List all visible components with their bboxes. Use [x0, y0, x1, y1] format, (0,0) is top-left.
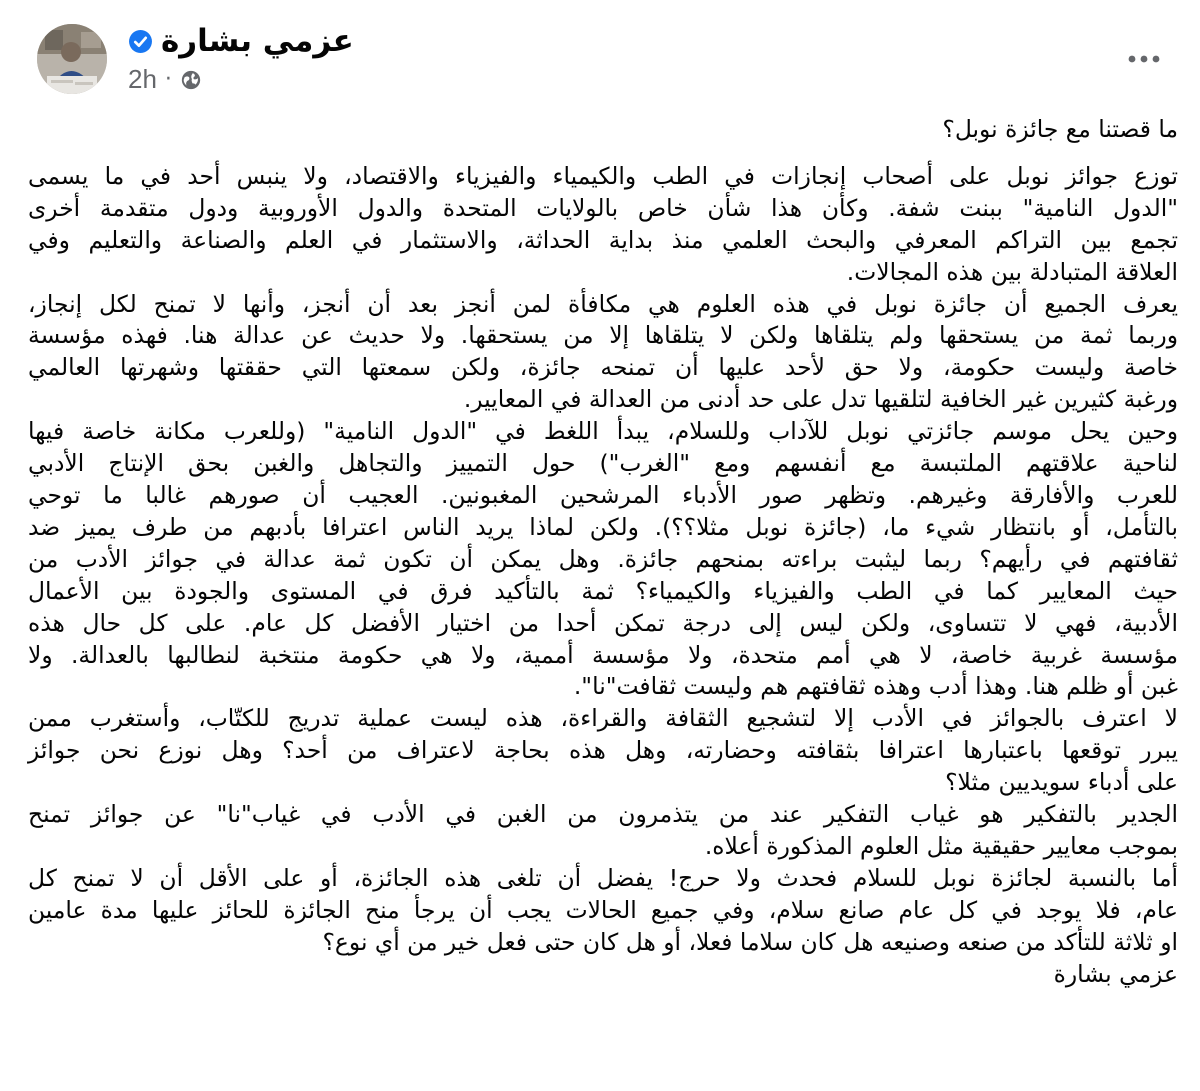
more-options-button[interactable]	[1124, 38, 1164, 78]
post-text-line: أما بالنسبة لجائزة نوبل للسلام فحدث ولا حرج! يفضل أن تلغى هذه الجائزة، أو على الأقل أن لا تمنح كل	[28, 863, 1178, 892]
post-text-line: وحين يحل موسم جائزتي نوبل للآداب وللسلام، يبدأ اللغط في "الدول النامية" (وللعرب مكانة خاصة فيها	[28, 417, 1178, 446]
globe-icon[interactable]	[180, 69, 202, 91]
more-options-icon	[1126, 49, 1162, 68]
post-text-line: تجمع بين التراكم المعرفي والبحث العلمي منذ بداية الحداثة، والاستثمار في العلم والصناعة والتعليم وفي	[28, 225, 1178, 254]
post-text-line: يعرف الجميع أن جائزة نوبل في هذه العلوم هي مكافأة لمن أنجز بعد أن أنجز، وأنها لا تمنح لكل إنجاز،	[28, 289, 1178, 318]
post-text-line: بموجب معايير حقيقية مثل العلوم المذكورة أعلاه.	[704, 831, 1178, 860]
post-text-line: غبن أو ظلم هنا. وهذا أدب وهذه ثقافتهم هم وليست ثقافت"نا".	[573, 672, 1178, 701]
author-name[interactable]: عزمي بشارة	[161, 23, 354, 59]
post-text-line: الجدير بالتفكير هو غياب التفكير عند من يتذمرون من الغبن في الأدب في غياب"نا" عن جوائز تمنح	[28, 800, 1178, 829]
avatar-photo	[37, 24, 107, 94]
post-text-line: عام، فلا يوجد في كل عام صانع سلام، وفي جميع الحالات يجب أن يرجأ منح الجائزة للحائز عليها مدة عامين	[28, 895, 1178, 924]
post-text-line: الأدبية، فهي لا تتساوى، ولكن ليس إلى درجة تمكن أحدا من اختيار الأفضل كل عام. على كل حال هذه	[28, 608, 1178, 637]
author-block	[128, 22, 448, 102]
post-text-line: او ثلاثة للتأكد من صنعه وصنيعه هل كان سلاما فعلا، أو هل كان حتى فعل خير من أي نوع؟	[322, 927, 1178, 956]
post-text-line: "الدول النامية" ببنت شفة. وكأن هذا شأن خاص بالولايات المتحدة والدول الأوروبية ودول متقدمة أخرى	[28, 193, 1178, 222]
post-text-line: ورغبة كثيرين غير الخافية لتلقيها تدل على حد أدنى من العدالة في المعايير.	[463, 385, 1178, 414]
post-text-line: لا اعترف بالجوائز في الأدب إلا لتشجيع الثقافة والقراءة، هذه ليست عملية تدريج للكتّاب، وأستغرب ممن	[28, 704, 1178, 733]
post-text-line: خاصة وليست حكومة، ولا حق لأحد عليها أن تمنحه جائزة، ولكن سمعتها التي حققتها وشهرتها العالمي	[28, 353, 1178, 382]
post-text-line: العلاقة المتبادلة بين هذه المجالات.	[846, 257, 1178, 286]
post-text-line: حيث المعايير كما في الطب والفيزياء والكيمياء؟ ثمة بالتأكيد فرق في المستوى والجودة بين الأعمال	[28, 576, 1178, 605]
post-text-line: بالتأمل، أو بانتظار شيء ما، (جائزة نوبل مثلا؟؟). ولكن لماذا يريد الناس اعترافا بأدبهم من طرف يميز ضد	[28, 512, 1178, 541]
post-text-line: لناحية علاقتهم الملتبسة مع أنفسهم ومع "الغرب") حول التمييز والتجاهل والغبن بحق الإنتاج الأدبي	[28, 449, 1178, 478]
post-text-line: على أدباء سويديين مثلا؟	[945, 768, 1178, 797]
post-signature: عزمي بشارة	[1053, 959, 1178, 988]
verified-badge-icon	[128, 29, 153, 54]
post-meta	[128, 64, 448, 95]
post-text-line: يبرر توقعها باعتبارها اعترافا بثقافته وحضارته، وهل هذه بحاجة لاعتراف من أحد؟ وهل نوزع نحن جوائز	[28, 736, 1178, 765]
post-timestamp[interactable]: 2h	[128, 64, 157, 94]
meta-separator: ·	[164, 67, 172, 92]
post-header	[0, 0, 1200, 110]
post-text-line: وربما ثمة من يستحقها ولم يتلقاها ولكن لا يتلقاها إلا من يستحقها. ولا حديث عن عدالة هنا. فهذه مؤسسة	[28, 321, 1178, 350]
post-text-line: توزع جوائز نوبل على أصحاب إنجازات في الطب والكيمياء والفيزياء والاقتصاد، ولا ينبس أحد في ما يسمى	[28, 161, 1178, 190]
post-title: ما قصتنا مع جائزة نوبل؟	[942, 115, 1178, 143]
author-row	[128, 22, 448, 60]
post-text-line: مؤسسة غربية خاصة، لا هي أمم متحدة، ولا مؤسسة أممية، ولا هي حكومة منتخبة لنطالبها بالعدالة. ولا	[28, 640, 1178, 669]
post-text-line: للعرب والأفارقة وغيرهم. وتظهر صور الأدباء المرشحين المغبونين. العجيب أن صورهم غالبا ما توحي	[28, 480, 1178, 509]
post-body	[28, 112, 1178, 990]
avatar[interactable]	[37, 24, 107, 94]
post-text-line: ثقافتهم في رأيهم؟ ربما ليثبت براءته بمنحهم جائزة. وهل يمكن أن تكون ثمة عدالة في جوائز الأدب من	[28, 544, 1178, 573]
